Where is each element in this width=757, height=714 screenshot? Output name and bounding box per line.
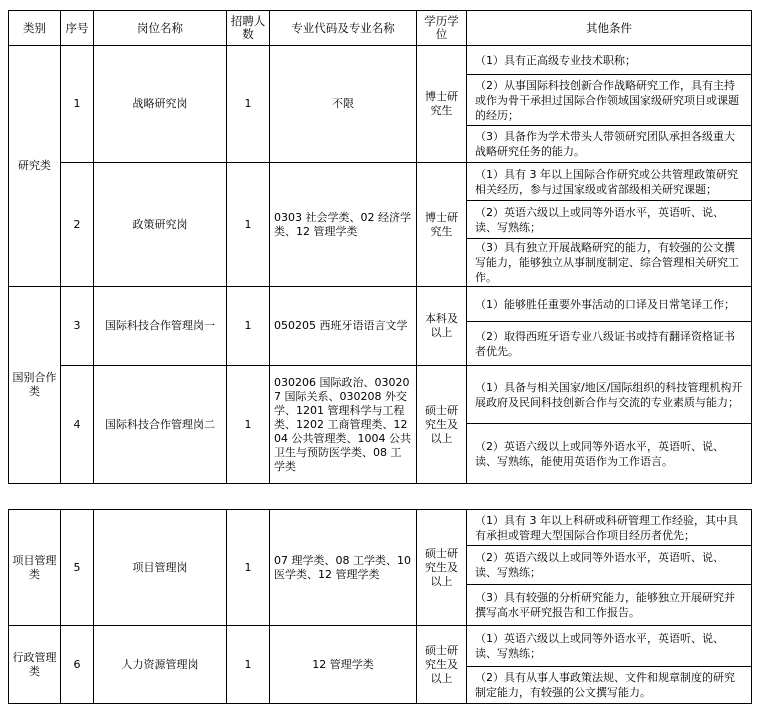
seq-cell: 4 xyxy=(61,366,94,484)
count-cell: 1 xyxy=(227,46,270,163)
major-cell: 07 理学类、08 工学类、10 医学类、12 管理学类 xyxy=(270,510,417,626)
seq-cell: 3 xyxy=(61,287,94,366)
position-name-cell: 政策研究岗 xyxy=(94,163,227,287)
recruitment-table-part-2 xyxy=(8,509,752,704)
header-count: 招聘人数 xyxy=(227,11,270,46)
condition-cell: （3）具备作为学术带头人带领研究团队承担各级重大战略研究任务的能力。 xyxy=(467,126,752,163)
condition-cell: （2）英语六级以上或同等外语水平，英语听、说、读、写熟练； xyxy=(467,546,752,585)
degree-cell: 本科及以上 xyxy=(417,287,467,366)
degree-cell: 博士研究生 xyxy=(417,163,467,287)
major-cell: 030206 国际政治、030207 国际关系、030208 外交学、1201 管理科学与工程类、1202 工商管理类、1204 公共管理类、1004 公共卫生与预防医学类、08 工学类 xyxy=(270,366,417,484)
condition-cell: （2）英语六级以上或同等外语水平，英语听、说、读、写熟练； xyxy=(467,201,752,239)
category-cell: 研究类 xyxy=(9,46,61,287)
position-name-cell: 项目管理岗 xyxy=(94,510,227,626)
header-seq: 序号 xyxy=(61,11,94,46)
category-cell: 项目管理类 xyxy=(9,510,61,626)
category-cell: 行政管理类 xyxy=(9,626,61,704)
seq-cell: 1 xyxy=(61,46,94,163)
major-cell: 不限 xyxy=(270,46,417,163)
header-category: 类别 xyxy=(9,11,61,46)
condition-cell: （3）具有较强的分析研究能力，能够独立开展研究并撰写高水平研究报告和工作报告。 xyxy=(467,585,752,626)
condition-cell: （1）能够胜任重要外事活动的口译及日常笔译工作； xyxy=(467,287,752,322)
count-cell: 1 xyxy=(227,510,270,626)
condition-cell: （2）取得西班牙语专业八级证书或持有翻译资格证书者优先。 xyxy=(467,322,752,366)
condition-cell: （1）英语六级以上或同等外语水平，英语听、说、读、写熟练； xyxy=(467,626,752,667)
header-other: 其他条件 xyxy=(467,11,752,46)
table-row xyxy=(9,46,752,75)
condition-cell: （2）从事国际科技创新合作战略研究工作，具有主持或作为骨干承担过国际合作领域国家级研究项目或课题的经历； xyxy=(467,75,752,126)
position-name-cell: 人力资源管理岗 xyxy=(94,626,227,704)
degree-cell: 硕士研究生及以上 xyxy=(417,366,467,484)
header-row xyxy=(9,11,752,46)
condition-cell: （2）具有从事人事政策法规、文件和规章制度的研究制定能力，有较强的公文撰写能力。 xyxy=(467,667,752,704)
count-cell: 1 xyxy=(227,287,270,366)
count-cell: 1 xyxy=(227,163,270,287)
header-position: 岗位名称 xyxy=(94,11,227,46)
condition-cell: （1）具有 3 年以上科研或科研管理工作经验，其中具有承担或管理大型国际合作项目经历者优先； xyxy=(467,510,752,546)
position-name-cell: 国际科技合作管理岗二 xyxy=(94,366,227,484)
condition-cell: （1）具有正高级专业技术职称； xyxy=(467,46,752,75)
condition-cell: （1）具有 3 年以上国际合作研究或公共管理政策研究相关经历，参与过国家级或省部级相关研究课题； xyxy=(467,163,752,201)
seq-cell: 6 xyxy=(61,626,94,704)
category-cell: 国别合作类 xyxy=(9,287,61,484)
position-name-cell: 国际科技合作管理岗一 xyxy=(94,287,227,366)
degree-cell: 博士研究生 xyxy=(417,46,467,163)
header-degree: 学历学位 xyxy=(417,11,467,46)
header-major: 专业代码及专业名称 xyxy=(270,11,417,46)
condition-cell: （1）具备与相关国家/地区/国际组织的科技管理机构开展政府及民间科技创新合作与交流的专业素质与能力； xyxy=(467,366,752,424)
condition-cell: （3）具有独立开展战略研究的能力，有较强的公文撰写能力，能够独立从事制度制定、综合管理相关研究工作。 xyxy=(467,239,752,287)
table-row xyxy=(9,366,752,424)
count-cell: 1 xyxy=(227,626,270,704)
table-row xyxy=(9,287,752,322)
position-name-cell: 战略研究岗 xyxy=(94,46,227,163)
count-cell: 1 xyxy=(227,366,270,484)
condition-cell: （2）英语六级以上或同等外语水平，英语听、说、读、写熟练，能使用英语作为工作语言。 xyxy=(467,424,752,484)
degree-cell: 硕士研究生及以上 xyxy=(417,510,467,626)
major-cell: 0303 社会学类、02 经济学类、12 管理学类 xyxy=(270,163,417,287)
table-row xyxy=(9,510,752,546)
seq-cell: 5 xyxy=(61,510,94,626)
degree-cell: 硕士研究生及以上 xyxy=(417,626,467,704)
major-cell: 12 管理学类 xyxy=(270,626,417,704)
recruitment-table-part-1 xyxy=(8,10,752,484)
major-cell: 050205 西班牙语语言文学 xyxy=(270,287,417,366)
table-row xyxy=(9,163,752,201)
table-row xyxy=(9,626,752,667)
seq-cell: 2 xyxy=(61,163,94,287)
